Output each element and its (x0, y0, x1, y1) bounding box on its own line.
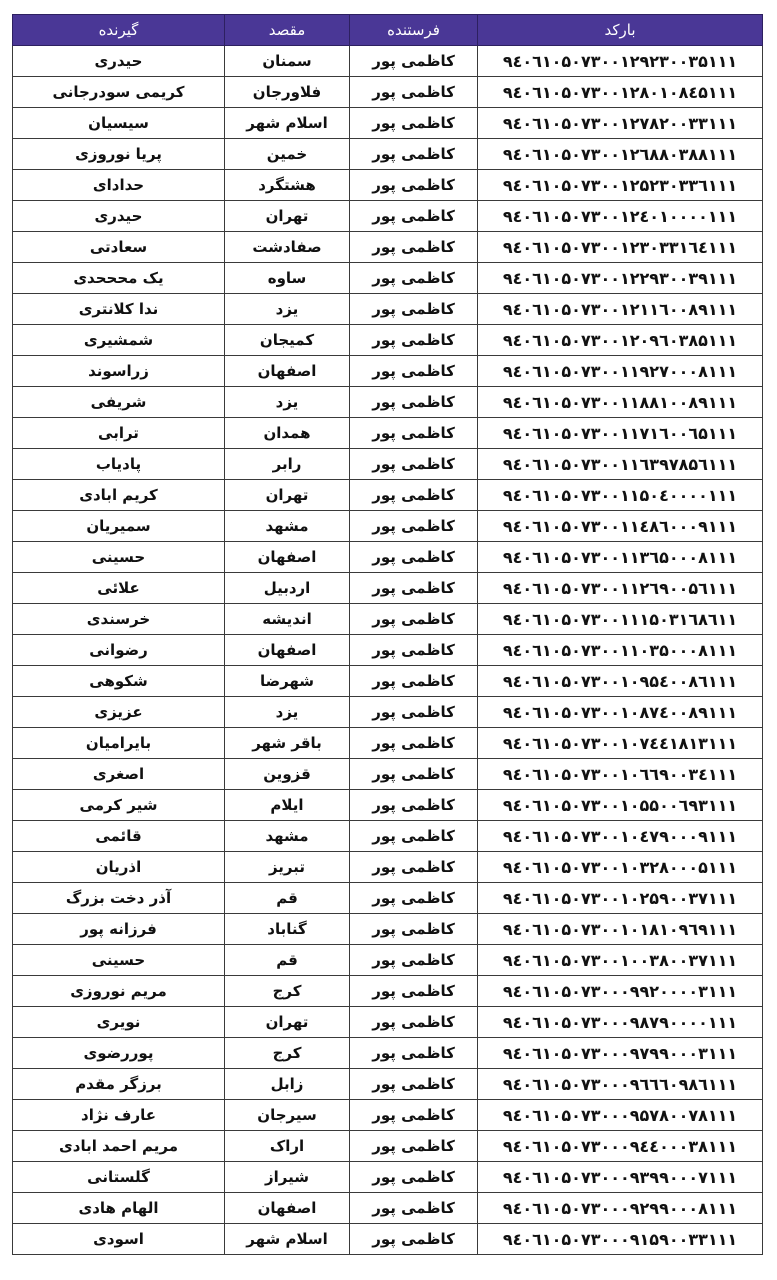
barcode-cell: ۹٤۰٦۱۰۵۰۷۳۰۰۱۲۵۲۳۰۳۳٦۱۱۱ (478, 170, 763, 201)
sender-cell: کاظمی پور (350, 852, 478, 883)
barcode-cell: ۹٤۰٦۱۰۵۰۷۳۰۰۱۱۳٦۵۰۰۰۸۱۱۱ (478, 542, 763, 573)
table-row (13, 418, 763, 449)
sender-cell: کاظمی پور (350, 263, 478, 294)
table-row (13, 635, 763, 666)
destination-cell: یزد (225, 387, 350, 418)
barcode-cell: ۹٤۰٦۱۰۵۰۷۳۰۰۱۱۵۰٤۰۰۰۰۱۱۱ (478, 480, 763, 511)
table-row (13, 852, 763, 883)
table-row (13, 201, 763, 232)
receiver-cell: کریمی سودرجانی (13, 77, 225, 108)
barcode-cell: ۹٤۰٦۱۰۵۰۷۳۰۰۰۹۲۹۹۰۰۰۸۱۱۱ (478, 1193, 763, 1224)
table-row (13, 1007, 763, 1038)
receiver-cell: عزیزی (13, 697, 225, 728)
receiver-cell: پادیاب (13, 449, 225, 480)
destination-cell: اراک (225, 1131, 350, 1162)
sender-cell: کاظمی پور (350, 1224, 478, 1255)
destination-cell: ساوه (225, 263, 350, 294)
table-row (13, 170, 763, 201)
barcode-cell: ۹٤۰٦۱۰۵۰۷۳۰۰۰۹۱۵۹۰۰۳۳۱۱۱ (478, 1224, 763, 1255)
sender-cell: کاظمی پور (350, 1193, 478, 1224)
receiver-cell: ندا کلانتری (13, 294, 225, 325)
destination-cell: کرج (225, 976, 350, 1007)
sender-cell: کاظمی پور (350, 1131, 478, 1162)
receiver-cell: پریا نوروزی (13, 139, 225, 170)
barcode-cell: ۹٤۰٦۱۰۵۰۷۳۰۰۱۲٤۰۱۰۰۰۰۱۱۱ (478, 201, 763, 232)
barcode-cell: ۹٤۰٦۱۰۵۰۷۳۰۰۰۹۹۲۰۰۰۰۳۱۱۱ (478, 976, 763, 1007)
barcode-cell: ۹٤۰٦۱۰۵۰۷۳۰۰۱۰٤۷۹۰۰۰۹۱۱۱ (478, 821, 763, 852)
header-row (13, 15, 763, 46)
table-row (13, 46, 763, 77)
barcode-cell: ۹٤۰٦۱۰۵۰۷۳۰۰۰۹۳۹۹۰۰۰۷۱۱۱ (478, 1162, 763, 1193)
sender-cell: کاظمی پور (350, 449, 478, 480)
destination-cell: زابل (225, 1069, 350, 1100)
barcode-cell: ۹٤۰٦۱۰۵۰۷۳۰۰۰۹۸۷۹۰۰۰۰۱۱۱ (478, 1007, 763, 1038)
sender-cell: کاظمی پور (350, 511, 478, 542)
receiver-cell: برزگر مقدم (13, 1069, 225, 1100)
barcode-cell: ۹٤۰٦۱۰۵۰۷۳۰۰۱۰٦٦۹۰۰۳٤۱۱۱ (478, 759, 763, 790)
sender-cell: کاظمی پور (350, 46, 478, 77)
destination-cell: قم (225, 945, 350, 976)
destination-cell: مشهد (225, 511, 350, 542)
destination-cell: کرج (225, 1038, 350, 1069)
receiver-cell: اذریان (13, 852, 225, 883)
barcode-cell: ۹٤۰٦۱۰۵۰۷۳۰۰۱۱٤۸٦۰۰۰۹۱۱۱ (478, 511, 763, 542)
barcode-cell: ۹٤۰٦۱۰۵۰۷۳۰۰۱۰۰۳۸۰۰۳۷۱۱۱ (478, 945, 763, 976)
sender-cell: کاظمی پور (350, 1038, 478, 1069)
destination-cell: اصفهان (225, 1193, 350, 1224)
barcode-cell: ۹٤۰٦۱۰۵۰۷۳۰۰۱۲۱۱٦۰۰۸۹۱۱۱ (478, 294, 763, 325)
table-row (13, 1069, 763, 1100)
barcode-cell: ۹٤۰٦۱۰۵۰۷۳۰۰۱۰۸۷٤۰۰۸۹۱۱۱ (478, 697, 763, 728)
table-row (13, 108, 763, 139)
sender-cell: کاظمی پور (350, 232, 478, 263)
barcode-cell: ۹٤۰٦۱۰۵۰۷۳۰۰۱۱۰۳۵۰۰۰۸۱۱۱ (478, 635, 763, 666)
destination-cell: یزد (225, 697, 350, 728)
table-row (13, 1131, 763, 1162)
sender-cell: کاظمی پور (350, 914, 478, 945)
barcode-cell: ۹٤۰٦۱۰۵۰۷۳۰۰۱۰۹۵٤۰۰۸٦۱۱۱ (478, 666, 763, 697)
destination-cell: اسلام شهر (225, 108, 350, 139)
destination-cell: سیرجان (225, 1100, 350, 1131)
sender-cell: کاظمی پور (350, 480, 478, 511)
table-row (13, 139, 763, 170)
barcode-cell: ۹٤۰٦۱۰۵۰۷۳۰۰۱۲۸۰۱۰۸٤۵۱۱۱ (478, 77, 763, 108)
sender-cell: کاظمی پور (350, 170, 478, 201)
table-row (13, 232, 763, 263)
sender-cell: کاظمی پور (350, 883, 478, 914)
sender-cell: کاظمی پور (350, 666, 478, 697)
receiver-cell: فرزانه پور (13, 914, 225, 945)
sender-cell: کاظمی پور (350, 635, 478, 666)
destination-cell: فلاورجان (225, 77, 350, 108)
barcode-cell: ۹٤۰٦۱۰۵۰۷۳۰۰۱۱۱۵۰۳۱٦۸٦۱۱ (478, 604, 763, 635)
receiver-cell: یک محححدی (13, 263, 225, 294)
destination-cell: ایلام (225, 790, 350, 821)
receiver-cell: قائمی (13, 821, 225, 852)
table-row (13, 728, 763, 759)
receiver-cell: عارف نژاد (13, 1100, 225, 1131)
destination-cell: اصفهان (225, 635, 350, 666)
sender-cell: کاظمی پور (350, 759, 478, 790)
destination-cell: اردبیل (225, 573, 350, 604)
table-row (13, 604, 763, 635)
receiver-cell: بایرامیان (13, 728, 225, 759)
destination-cell: شهرضا (225, 666, 350, 697)
receiver-cell: علائی (13, 573, 225, 604)
destination-cell: شیراز (225, 1162, 350, 1193)
barcode-cell: ۹٤۰٦۱۰۵۰۷۳۰۰۱۱۸۸۱۰۰۸۹۱۱۱ (478, 387, 763, 418)
barcode-cell: ۹٤۰٦۱۰۵۰۷۳۰۰۰۹٤٤۰۰۰۳۸۱۱۱ (478, 1131, 763, 1162)
sender-cell: کاظمی پور (350, 139, 478, 170)
table-row (13, 387, 763, 418)
table-row (13, 666, 763, 697)
barcode-cell: ۹٤۰٦۱۰۵۰۷۳۰۰۱۲۷۸۲۰۰۳۳۱۱۱ (478, 108, 763, 139)
sender-cell: کاظمی پور (350, 604, 478, 635)
receiver-cell: آذر دخت بزرگ (13, 883, 225, 914)
table-header (13, 15, 763, 46)
barcode-cell: ۹٤۰٦۱۰۵۰۷۳۰۰۱۲۹۲۳۰۰۳۵۱۱۱ (478, 46, 763, 77)
receiver-cell: حدادای (13, 170, 225, 201)
table-row (13, 573, 763, 604)
table-row (13, 759, 763, 790)
destination-cell: تهران (225, 480, 350, 511)
destination-cell: تبریز (225, 852, 350, 883)
table-row (13, 1100, 763, 1131)
table-row (13, 945, 763, 976)
barcode-cell: ۹٤۰٦۱۰۵۰۷۳۰۰۱۲۲۹۳۰۰۳۹۱۱۱ (478, 263, 763, 294)
table-row (13, 697, 763, 728)
receiver-cell: ترابی (13, 418, 225, 449)
sender-cell: کاظمی پور (350, 1100, 478, 1131)
receiver-cell: خرسندی (13, 604, 225, 635)
barcode-cell: ۹٤۰٦۱۰۵۰۷۳۰۰۱۱۷۱٦۰۰٦۵۱۱۱ (478, 418, 763, 449)
table-row (13, 511, 763, 542)
sender-cell: کاظمی پور (350, 976, 478, 1007)
receiver-cell: زراسوند (13, 356, 225, 387)
receiver-cell: حیدری (13, 201, 225, 232)
sender-cell: کاظمی پور (350, 418, 478, 449)
sender-cell: کاظمی پور (350, 1069, 478, 1100)
barcode-cell: ۹٤۰٦۱۰۵۰۷۳۰۰۱۲٦۸۸۰۳۸۸۱۱۱ (478, 139, 763, 170)
table-row (13, 325, 763, 356)
sender-cell: کاظمی پور (350, 387, 478, 418)
barcode-cell: ۹٤۰٦۱۰۵۰۷۳۰۰۱۱۹۲۷۰۰۰۸۱۱۱ (478, 356, 763, 387)
barcode-cell: ۹٤۰٦۱۰۵۰۷۳۰۰۰۹۵۷۸۰۰۷۸۱۱۱ (478, 1100, 763, 1131)
destination-cell: گناباد (225, 914, 350, 945)
destination-cell: یزد (225, 294, 350, 325)
sender-cell: کاظمی پور (350, 697, 478, 728)
table-body (13, 46, 763, 1255)
destination-cell: خمین (225, 139, 350, 170)
destination-cell: تهران (225, 201, 350, 232)
destination-cell: مشهد (225, 821, 350, 852)
receiver-cell: سیسیان (13, 108, 225, 139)
table-row (13, 480, 763, 511)
receiver-cell: الهام هادی (13, 1193, 225, 1224)
sender-cell: کاظمی پور (350, 821, 478, 852)
shipment-table-sheet (12, 14, 762, 1255)
sender-cell: کاظمی پور (350, 356, 478, 387)
destination-cell: اسلام شهر (225, 1224, 350, 1255)
receiver-cell: نویری (13, 1007, 225, 1038)
barcode-cell: ۹٤۰٦۱۰۵۰۷۳۰۰۱۱۲٦۹۰۰۵٦۱۱۱ (478, 573, 763, 604)
header-barcode: بارکد (478, 15, 763, 46)
receiver-cell: مریم نوروزی (13, 976, 225, 1007)
receiver-cell: حسینی (13, 945, 225, 976)
destination-cell: سمنان (225, 46, 350, 77)
table-row (13, 542, 763, 573)
receiver-cell: رضوانی (13, 635, 225, 666)
table-row (13, 914, 763, 945)
destination-cell: قزوین (225, 759, 350, 790)
destination-cell: اصفهان (225, 542, 350, 573)
receiver-cell: شکوهی (13, 666, 225, 697)
destination-cell: باقر شهر (225, 728, 350, 759)
table-row (13, 294, 763, 325)
receiver-cell: اصغری (13, 759, 225, 790)
receiver-cell: حیدری (13, 46, 225, 77)
receiver-cell: شیر کرمی (13, 790, 225, 821)
barcode-cell: ۹٤۰٦۱۰۵۰۷۳۰۰۱۰۵۵۰۰٦۹۳۱۱۱ (478, 790, 763, 821)
barcode-cell: ۹٤۰٦۱۰۵۰۷۳۰۰۱۰۲۵۹۰۰۳۷۱۱۱ (478, 883, 763, 914)
destination-cell: تهران (225, 1007, 350, 1038)
receiver-cell: سعادتی (13, 232, 225, 263)
destination-cell: اندیشه (225, 604, 350, 635)
shipment-table (12, 14, 763, 1255)
barcode-cell: ۹٤۰٦۱۰۵۰۷۳۰۰۱۰۱۸۱۰۹٦۹۱۱۱ (478, 914, 763, 945)
sender-cell: کاظمی پور (350, 201, 478, 232)
barcode-cell: ۹٤۰٦۱۰۵۰۷۳۰۰۰۹٦٦٦۰۹۸٦۱۱۱ (478, 1069, 763, 1100)
sender-cell: کاظمی پور (350, 573, 478, 604)
barcode-cell: ۹٤۰٦۱۰۵۰۷۳۰۰۱۰۳۲۸۰۰۰۵۱۱۱ (478, 852, 763, 883)
destination-cell: رابر (225, 449, 350, 480)
barcode-cell: ۹٤۰٦۱۰۵۰۷۳۰۰۱۰۷٤٤۱۸۱۳۱۱۱ (478, 728, 763, 759)
table-row (13, 976, 763, 1007)
barcode-cell: ۹٤۰٦۱۰۵۰۷۳۰۰۱۲۰۹٦۰۳۸۵۱۱۱ (478, 325, 763, 356)
receiver-cell: شریفی (13, 387, 225, 418)
sender-cell: کاظمی پور (350, 294, 478, 325)
receiver-cell: پوررضوی (13, 1038, 225, 1069)
destination-cell: هشتگرد (225, 170, 350, 201)
table-row (13, 356, 763, 387)
table-row (13, 883, 763, 914)
receiver-cell: شمشیری (13, 325, 225, 356)
destination-cell: همدان (225, 418, 350, 449)
destination-cell: کمیجان (225, 325, 350, 356)
receiver-cell: گلستانی (13, 1162, 225, 1193)
table-row (13, 821, 763, 852)
barcode-cell: ۹٤۰٦۱۰۵۰۷۳۰۰۱۱٦۳۹۷۸۵٦۱۱۱ (478, 449, 763, 480)
table-row (13, 790, 763, 821)
table-row (13, 77, 763, 108)
sender-cell: کاظمی پور (350, 108, 478, 139)
receiver-cell: سمیریان (13, 511, 225, 542)
receiver-cell: کریم ابادی (13, 480, 225, 511)
sender-cell: کاظمی پور (350, 1007, 478, 1038)
barcode-cell: ۹٤۰٦۱۰۵۰۷۳۰۰۱۲۳۰۳۳۱٦٤۱۱۱ (478, 232, 763, 263)
sender-cell: کاظمی پور (350, 542, 478, 573)
table-row (13, 263, 763, 294)
receiver-cell: اسودی (13, 1224, 225, 1255)
table-row (13, 1038, 763, 1069)
receiver-cell: مریم احمد ابادی (13, 1131, 225, 1162)
sender-cell: کاظمی پور (350, 77, 478, 108)
destination-cell: صفادشت (225, 232, 350, 263)
table-row (13, 1224, 763, 1255)
destination-cell: اصفهان (225, 356, 350, 387)
header-sender: فرستنده (350, 15, 478, 46)
header-receiver: گیرنده (13, 15, 225, 46)
table-row (13, 1162, 763, 1193)
table-row (13, 1193, 763, 1224)
table-row (13, 449, 763, 480)
barcode-cell: ۹٤۰٦۱۰۵۰۷۳۰۰۰۹۷۹۹۰۰۰۳۱۱۱ (478, 1038, 763, 1069)
sender-cell: کاظمی پور (350, 945, 478, 976)
sender-cell: کاظمی پور (350, 325, 478, 356)
sender-cell: کاظمی پور (350, 728, 478, 759)
receiver-cell: حسینی (13, 542, 225, 573)
sender-cell: کاظمی پور (350, 1162, 478, 1193)
sender-cell: کاظمی پور (350, 790, 478, 821)
destination-cell: قم (225, 883, 350, 914)
header-destination: مقصد (225, 15, 350, 46)
